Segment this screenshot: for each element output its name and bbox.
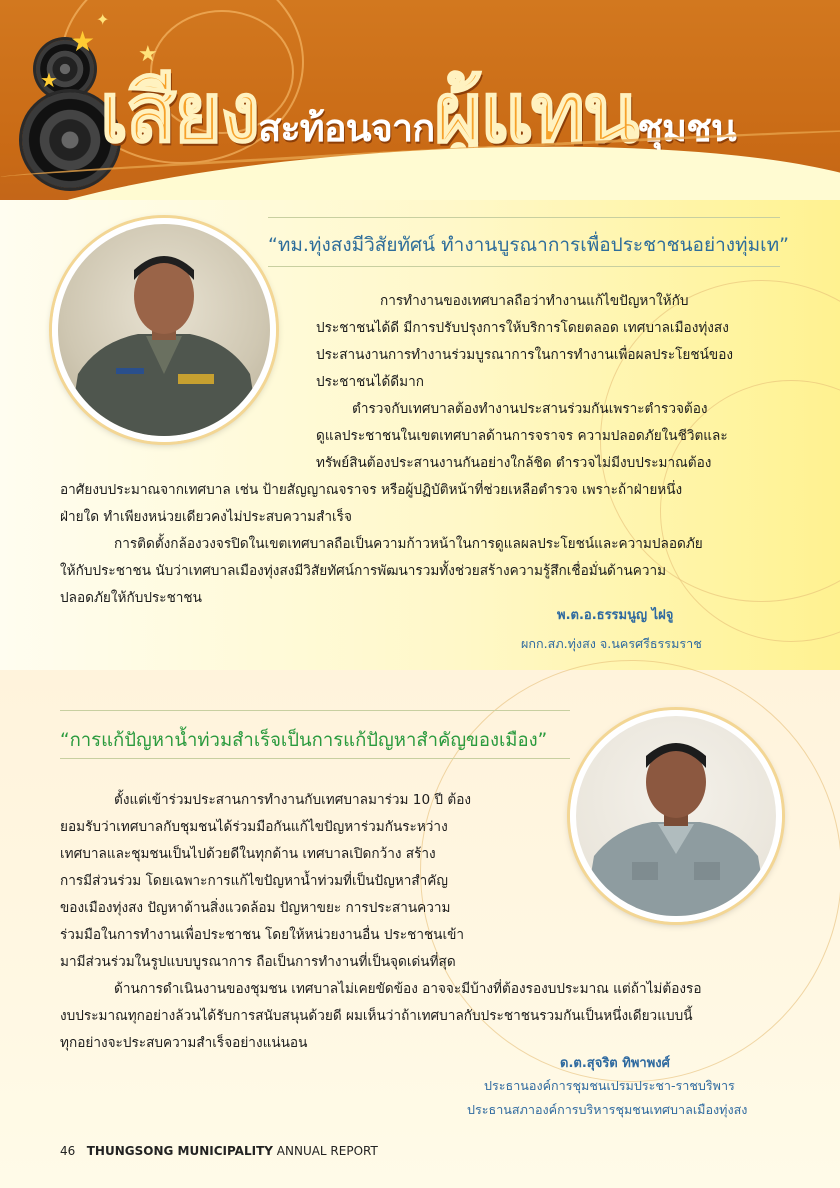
quote-rule-top	[268, 217, 780, 218]
page-header	[0, 0, 840, 215]
quote-rule-bottom	[268, 266, 780, 267]
title-representative: ผู้แทน	[434, 66, 638, 161]
s2-line: ของเมืองทุ่งสง ปัญหาด้านสิ่งแวดล้อม ปัญหาขยะ การประสานความ	[60, 900, 451, 916]
s2-line: ร่วมมือในการทำงานเพื่อประชาชน โดยให้หน่วยงานอื่น ประชาชนเข้า	[60, 927, 465, 943]
section-2-signature-name: ด.ต.สุจริต ทิพาพงศ์	[560, 1056, 670, 1071]
s1-line: การทำงานของเทศบาลถือว่าทำงานแก้ไขปัญหาให้กับ	[380, 293, 689, 309]
s1-line: ประชาชนได้ดีมาก	[316, 374, 424, 390]
star-icon: ★	[70, 25, 96, 58]
s1-line: ปลอดภัยให้กับประชาชน	[60, 590, 202, 606]
s1-line: ประสานงานการทำงานร่วมบูรณาการในการทำงานเพื่อผลประโยชน์ของ	[316, 347, 734, 363]
s2-line: ด้านการดำเนินงานของชุมชน เทศบาลไม่เคยขัดข้อง อาจจะมีบ้างที่ต้องรองบประมาณ แต่ถ้าไม่ต้องรอ	[114, 981, 702, 997]
title-reflect: สะท้อนจาก	[258, 106, 435, 150]
s2-line: มามีส่วนร่วมในรูปแบบบูรณาการ ถือเป็นการทำงานที่เป็นจุดเด่นที่สุด	[60, 954, 456, 970]
s1-line: การติดตั้งกล้องวงจรปิดในเขตเทศบาลถือเป็นความก้าวหน้าในการดูแลผลประโยชน์และความปลอดภัย	[114, 536, 703, 552]
title-community: ชุมชน	[637, 106, 736, 150]
quote-rule-top	[60, 710, 570, 711]
portrait-image	[576, 716, 776, 916]
section-1-quote: “ทม.ทุ่งสงมีวิสัยทัศน์ ทำงานบูรณาการเพื่อประชาชนอย่างทุ่มเท”	[268, 234, 789, 256]
s1-line: ตำรวจกับเทศบาลต้องทำงานประสานร่วมกันเพราะตำรวจต้อง	[352, 401, 708, 417]
s1-line: ฝ่ายใด ทำเพียงหน่วยเดียวคงไม่ประสบความสำเร็จ	[60, 509, 352, 525]
s1-line: อาศัยงบประมาณจากเทศบาล เช่น ป้ายสัญญาณจราจร หรือผู้ปฏิบัติหน้าที่ช่วยเหลือตำรวจ เพราะถ้าฝ่ายหนึ่ง	[60, 482, 683, 498]
s2-line: ยอมรับว่าเทศบาลกับชุมชนได้ร่วมมือกันแก้ไขปัญหาร่วมกันระหว่าง	[60, 819, 448, 835]
star-icon: ★	[40, 68, 58, 92]
star-icon: ✦	[96, 10, 110, 29]
star-icon: ★	[138, 42, 158, 67]
s1-line: ทรัพย์สินต้องประสานงานกันอย่างใกล้ชิด ตำรวจไม่มีงบประมาณต้อง	[316, 455, 712, 471]
section-1-signature-role: ผกก.สภ.ทุ่งสง จ.นครศรีธรรมราช	[521, 636, 702, 651]
section-2-signature-role-2: ประธานสภาองค์การบริหารชุมชนเทศบาลเมืองทุ่งสง	[467, 1102, 748, 1117]
portrait-image	[58, 224, 270, 436]
s2-line: ทุกอย่างจะประสบความสำเร็จอย่างแน่นอน	[60, 1035, 308, 1051]
publication-name: THUNGSONG MUNICIPALITY	[86, 1144, 273, 1158]
section-2-quote: “การแก้ปัญหาน้ำท่วมสำเร็จเป็นการแก้ปัญหาสำคัญของเมือง”	[60, 730, 548, 751]
s2-line: การมีส่วนร่วม โดยเฉพาะการแก้ไขปัญหาน้ำท่วมที่เป็นปัญหาสำคัญ	[60, 873, 448, 889]
s2-line: เทศบาลและชุมชนเป็นไปด้วยดีในทุกด้าน เทศบาลเปิดกว้าง สร้าง	[60, 846, 436, 862]
s1-line: ประชาชนได้ดี มีการปรับปรุงการให้บริการโดยตลอด เทศบาลเมืองทุ่งสง	[316, 320, 729, 336]
portrait-police-officer	[52, 218, 276, 442]
s1-line: ให้กับประชาชน นับว่าเทศบาลเมืองทุ่งสงมีวิสัยทัศน์การพัฒนารวมทั้งช่วยสร้างความรู้สึกเชื่อมั่นด้านความ	[60, 563, 667, 579]
portrait-community-leader	[570, 710, 782, 922]
page-footer	[60, 1144, 378, 1158]
page-number: 46	[60, 1144, 76, 1158]
section-1-signature-name: พ.ต.อ.ธรรมนูญ ไฝจู	[557, 608, 674, 623]
section-2-signature-role-1: ประธานองค์การชุมชนเปรมประชา-ราชบริพาร	[484, 1078, 735, 1093]
quote-rule-bottom	[60, 758, 570, 759]
title-voice: เสียง	[100, 66, 259, 161]
s2-line: ตั้งแต่เข้าร่วมประสานการทำงานกับเทศบาลมาร่วม 10 ปี ต้อง	[114, 792, 471, 808]
s2-line: งบประมาณทุกอย่างล้วนได้รับการสนับสนุนด้วยดี ผมเห็นว่าถ้าเทศบาลกับประชาชนรวมกันเป็นหนึ่งเดียวแบบนี้	[60, 1008, 693, 1024]
publication-type: ANNUAL REPORT	[276, 1144, 378, 1158]
s1-line: ดูแลประชาชนในเขตเทศบาลด้านการจราจร ความปลอดภัยในชีวิตและ	[316, 428, 728, 444]
